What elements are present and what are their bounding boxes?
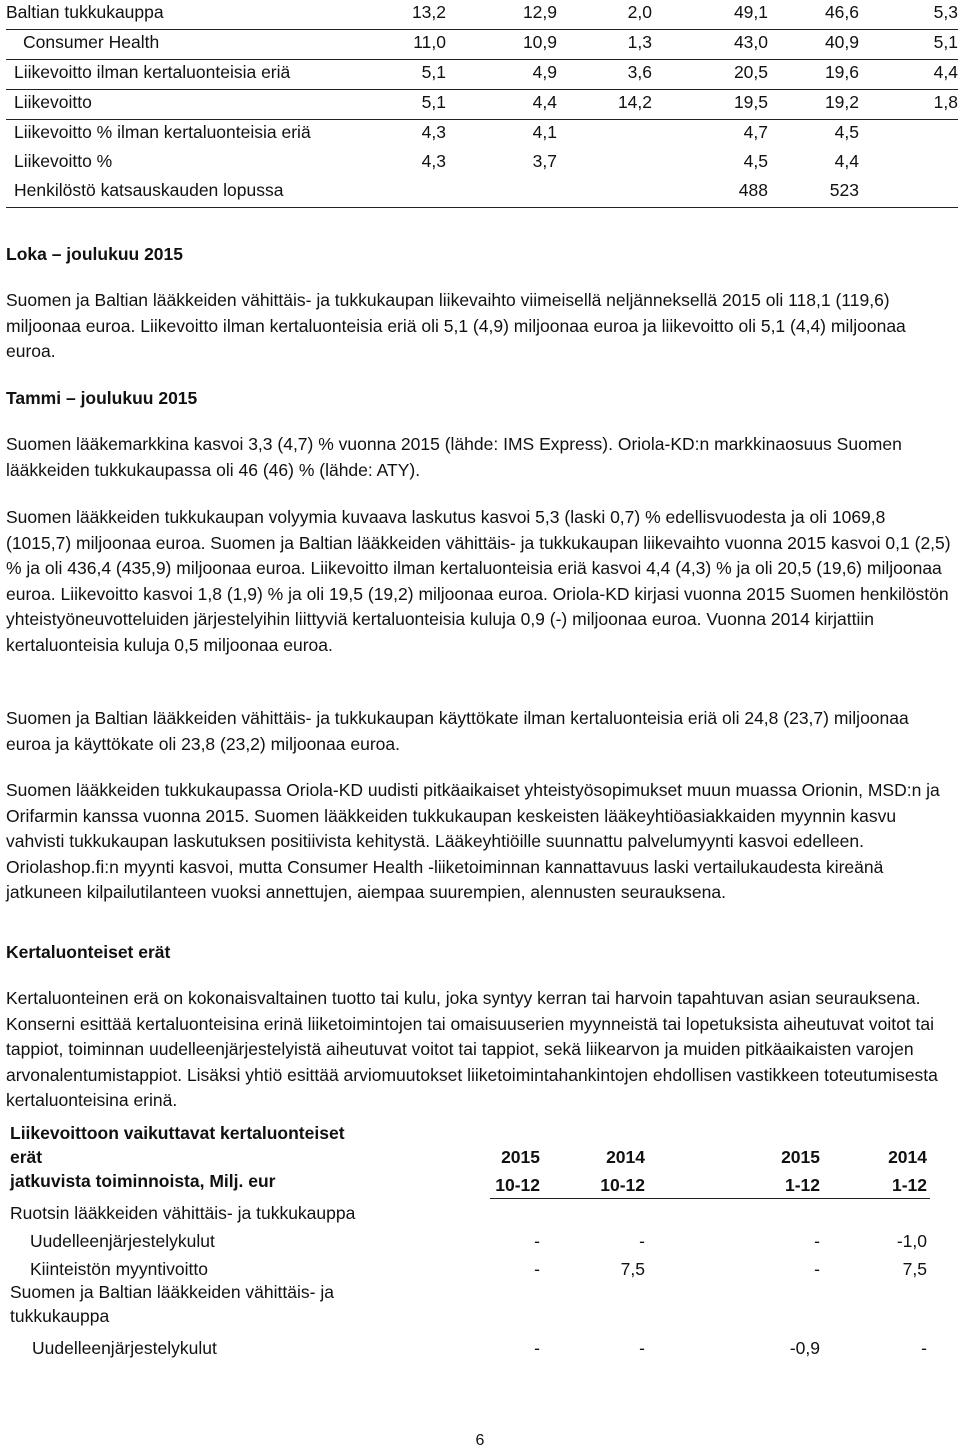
cell-value: 4,3 xyxy=(421,151,446,171)
cell-value: 49,1 xyxy=(733,2,768,22)
paragraph-q4: Suomen ja Baltian lääkkeiden vähittäis- ja tukkukaupan liikevaihto viimeisellä neljänneksellä 2015 oli 118,1 (119,6) miljoonaa euroa. Liikevoitto ilman kertaluonteisia eriä oli 5,1 (4,9) miljoonaa euroa ja liikevoitto oli 5,1 (4,4) miljoonaa euroa. xyxy=(6,290,906,361)
cell-value: 13,2 xyxy=(411,2,446,22)
cell-value: 523 xyxy=(829,180,859,200)
cell-value: 5,1 xyxy=(933,32,958,52)
header-underline xyxy=(490,1198,930,1199)
cell-value: 4,9 xyxy=(532,62,557,82)
paragraph-market: Suomen lääkemarkkina kasvoi 3,3 (4,7) % vuonna 2015 (lähde: IMS Express). Oriola-KD:n markkinaosuus Suomen lääkkeiden tukkukaupassa oli 46 (46) % (lähde: ATY). xyxy=(6,434,902,480)
section-heading-q4: Loka – joulukuu 2015 xyxy=(6,244,183,264)
cell-value: 5,3 xyxy=(933,2,958,22)
cell-value: 3,7 xyxy=(532,151,557,171)
cell-value: 3,6 xyxy=(627,62,652,82)
cell-value: 10,9 xyxy=(522,32,557,52)
column-period: 1-12 xyxy=(784,1175,820,1195)
cell-value: - xyxy=(814,1231,820,1251)
cell-value: 4,4 xyxy=(834,151,859,171)
cell-value: 4,4 xyxy=(532,92,557,112)
cell-value: 5,1 xyxy=(421,92,446,112)
cell-value: -1,0 xyxy=(896,1231,927,1251)
table-title: jatkuvista toiminnoista, Milj. eur xyxy=(10,1171,276,1191)
cell-value: -0,9 xyxy=(789,1338,820,1358)
column-year: 2014 xyxy=(606,1147,645,1167)
row-label: Liikevoitto ilman kertaluonteisia eriä xyxy=(14,62,291,82)
row-label: Liikevoitto % xyxy=(14,151,113,171)
table-title: erät xyxy=(10,1147,43,1167)
cell-value: 11,0 xyxy=(413,32,446,52)
column-period: 10-12 xyxy=(495,1175,540,1195)
cell-value: 14,2 xyxy=(617,92,652,112)
cell-value: 7,5 xyxy=(620,1259,645,1279)
financial-summary-table xyxy=(6,0,958,208)
cell-value: 12,9 xyxy=(522,2,557,22)
cell-value: 40,9 xyxy=(824,32,859,52)
cell-value: 5,1 xyxy=(421,62,446,82)
row-label: Baltian tukkukauppa xyxy=(6,2,164,22)
cell-value: 488 xyxy=(738,180,768,200)
table-row xyxy=(6,60,958,90)
section-heading-nonrecurring: Kertaluonteiset erät xyxy=(6,942,171,962)
cell-value: - xyxy=(639,1231,645,1251)
cell-value: 20,5 xyxy=(733,62,768,82)
cell-value: 2,0 xyxy=(627,2,652,22)
cell-value: 4,3 xyxy=(421,122,446,142)
column-year: 2014 xyxy=(888,1147,927,1167)
row-label: Consumer Health xyxy=(23,32,160,52)
cell-value: - xyxy=(534,1338,540,1358)
table-title: Liikevoittoon vaikuttavat kertaluonteiset xyxy=(10,1123,345,1143)
cell-value: 4,5 xyxy=(743,151,768,171)
paragraph-nonrecurring: Kertaluonteinen erä on kokonaisvaltainen tuotto tai kulu, joka syntyy kerran tai harvoin tapahtuvan asian seurauksena. Konserni esittää kertaluonteisina erinä liiketoimintojen tai omaisuuserien myynneistä tai lopetuksista aiheutuvat voitot tai tappiot, toiminnan uudelleenjärjestelyistä aiheutuvat voitot tai tappiot, sekä liikearvon ja muiden pitkäaikaisten varojen arvonalentumistappiot. Lisäksi yhtiö esittää arviomuutokset liiketoimintahankintojen ehdollisen vastikkeen toteutumisesta kertaluonteisina erinä. xyxy=(6,988,938,1110)
row-label: Liikevoitto % ilman kertaluonteisia eriä xyxy=(14,122,311,142)
table-row xyxy=(6,90,958,120)
column-year: 2015 xyxy=(781,1147,820,1167)
table-row xyxy=(6,30,958,60)
cell-value: 4,5 xyxy=(834,122,859,142)
column-year: 2015 xyxy=(501,1147,540,1167)
table-row xyxy=(6,178,958,208)
cell-value: 19,2 xyxy=(824,92,859,112)
column-period: 10-12 xyxy=(600,1175,645,1195)
table-row xyxy=(6,149,958,178)
group-label: tukkukauppa xyxy=(10,1306,110,1326)
cell-value: 19,5 xyxy=(733,92,768,112)
cell-value: - xyxy=(921,1338,927,1358)
cell-value: - xyxy=(814,1259,820,1279)
group-label: Suomen ja Baltian lääkkeiden vähittäis- ja xyxy=(10,1282,334,1302)
paragraph-agreements: Suomen lääkkeiden tukkukaupassa Oriola-KD uudisti pitkäaikaiset yhteistyösopimukset muun muassa Orionin, MSD:n ja Orifarmin kanssa vuonna 2015. Suomen lääkkeiden tukkukaupan keskeisten lääkeyhtiöasiakkaiden myynnin kasvu vahvisti tukkukaupan laskutuksen positiivista kehitystä. Lääkeyhtiöille suunnattu palvelumyynti kasvoi edelleen. Oriolashop.fi:n myynti kasvoi, mutta Consumer Health -liiketoiminnan kannattavuus laski vertailukaudesta kireänä jatkuneen kilpailutilanteen vuoksi annettujen, aiempaa suurempien, alennusten seurauksena. xyxy=(6,780,940,902)
row-label: Uudelleenjärjestelykulut xyxy=(30,1231,215,1251)
cell-value: 1,3 xyxy=(627,32,652,52)
row-label: Henkilöstö katsauskauden lopussa xyxy=(14,180,284,200)
cell-value: 4,1 xyxy=(532,122,557,142)
cell-value: 43,0 xyxy=(733,32,768,52)
table-row xyxy=(6,120,958,149)
column-period: 1-12 xyxy=(891,1175,927,1195)
cell-value: 4,4 xyxy=(933,62,958,82)
table-row xyxy=(6,0,958,30)
cell-value: 46,6 xyxy=(824,2,859,22)
cell-value: - xyxy=(534,1259,540,1279)
cell-value: 7,5 xyxy=(902,1259,927,1279)
paragraph-wholesale: Suomen lääkkeiden tukkukaupan volyymia kuvaava laskutus kasvoi 5,3 (laski 0,7) % edellisvuodesta ja oli 1069,8 (1015,7) miljoonaa euroa. Suomen ja Baltian lääkkeiden vähittäis- ja tukkukaupan liikevaihto vuonna 2015 kasvoi 0,1 (2,5) % ja oli 436,4 (435,9) miljoonaa euroa. Liikevoitto ilman kertaluonteisia eriä kasvoi 4,4 (4,3) % ja oli 20,5 (19,6) miljoonaa euroa. Liikevoitto kasvoi 1,8 (1,9) % ja oli 19,5 (19,2) miljoonaa euroa. Oriola-KD kirjasi vuonna 2015 Suomen henkilöstön yhteistyöneuvotteluiden järjestelyihin liittyviä kertaluonteisia kuluja 0,9 (-) miljoonaa euroa. Vuonna 2014 kirjattiin kertaluonteisia kuluja 0,5 miljoonaa euroa. xyxy=(6,507,951,655)
cell-value: - xyxy=(639,1338,645,1358)
cell-value: 4,7 xyxy=(743,122,768,142)
cell-value: 1,8 xyxy=(933,92,958,112)
row-label: Liikevoitto xyxy=(14,92,92,112)
cell-value: 19,6 xyxy=(824,62,859,82)
group-label: Ruotsin lääkkeiden vähittäis- ja tukkukauppa xyxy=(10,1203,356,1223)
row-label: Kiinteistön myyntivoitto xyxy=(30,1259,208,1279)
row-label: Uudelleenjärjestelykulut xyxy=(32,1338,217,1358)
nonrecurring-items-table xyxy=(10,1120,930,1370)
section-heading-year: Tammi – joulukuu 2015 xyxy=(6,388,198,408)
paragraph-ebitda: Suomen ja Baltian lääkkeiden vähittäis- ja tukkukaupan käyttökate ilman kertaluonteisia eriä oli 24,8 (23,7) miljoonaa euroa ja käyttökate oli 23,8 (23,2) miljoonaa euroa. xyxy=(6,708,909,754)
page-number: 6 xyxy=(475,1432,485,1449)
cell-value: - xyxy=(534,1231,540,1251)
